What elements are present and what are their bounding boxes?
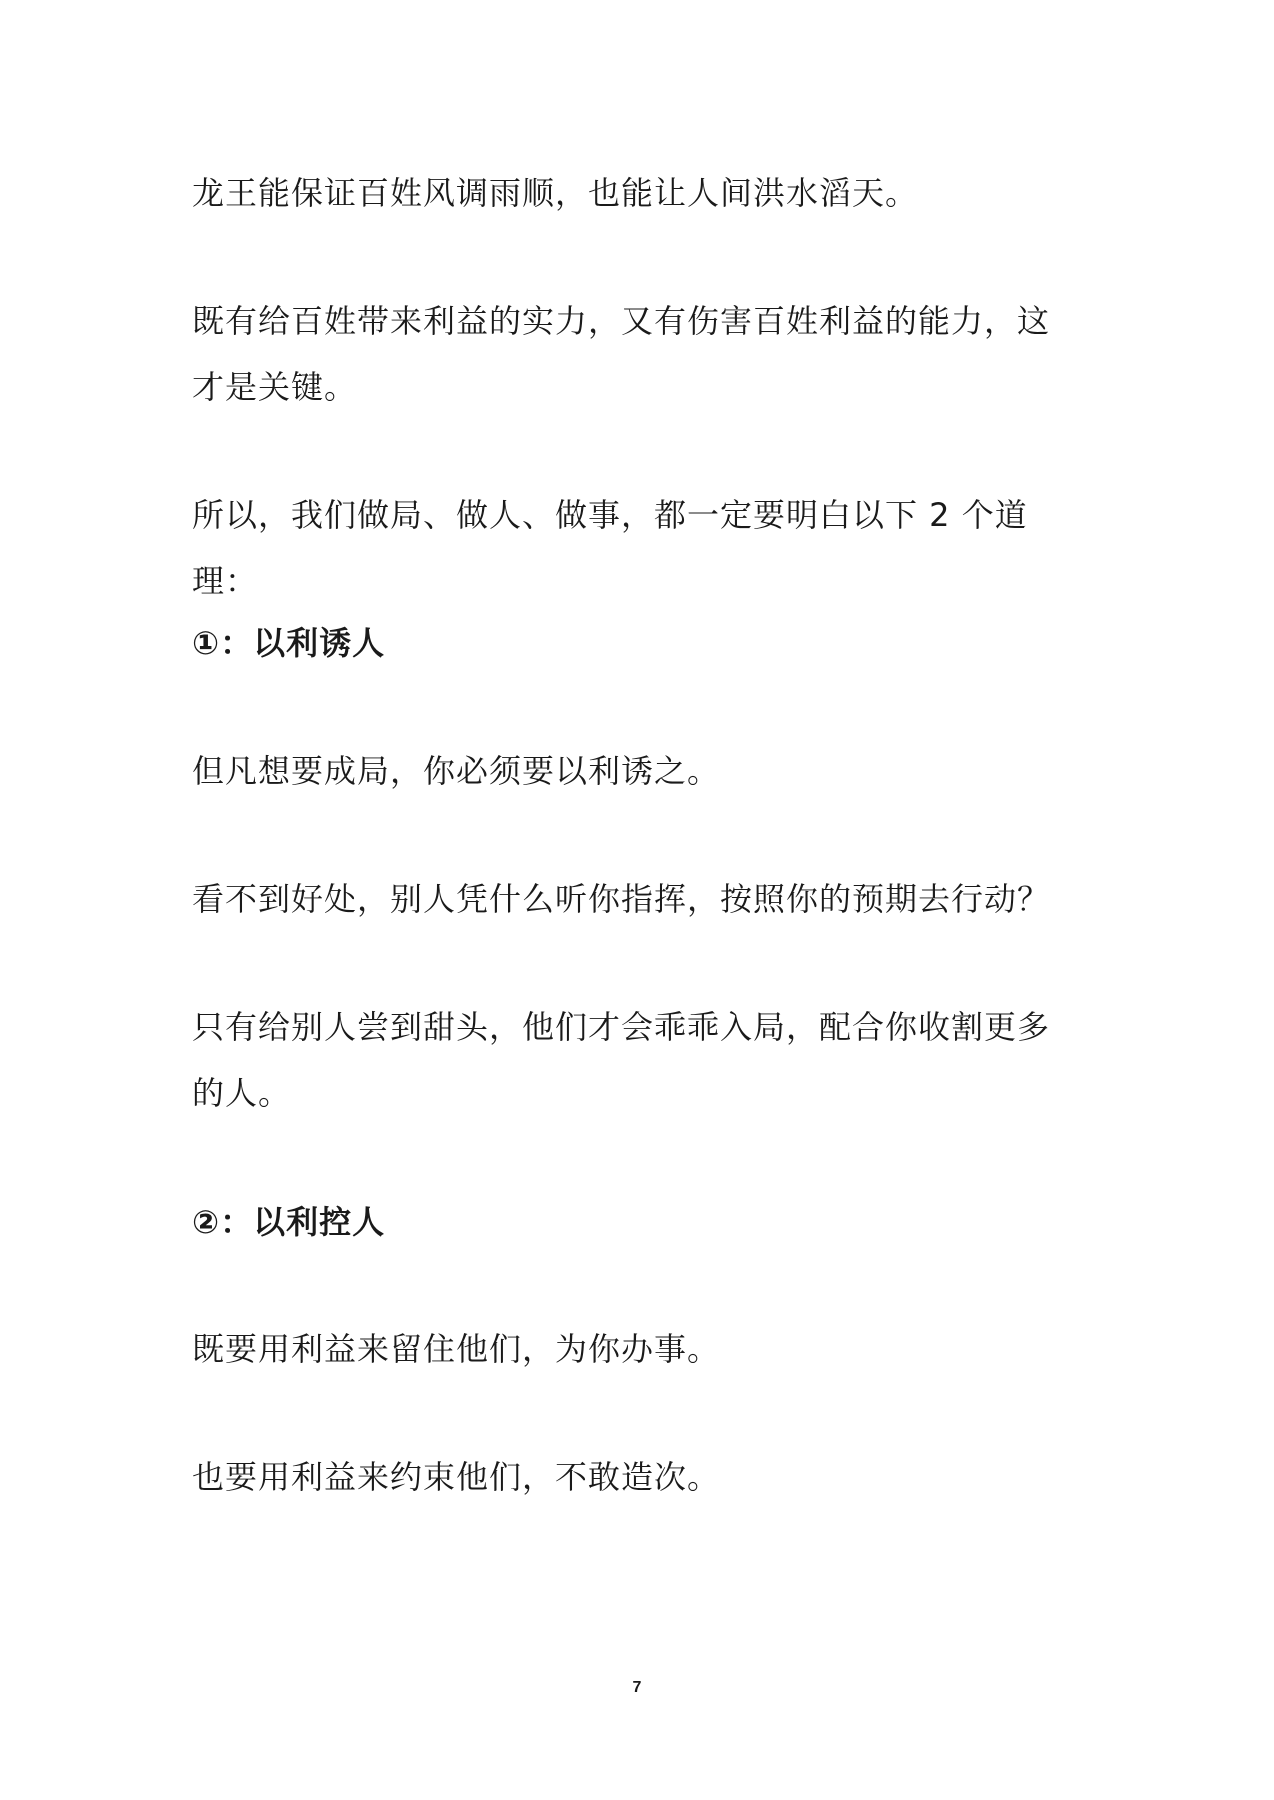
paragraph-5: 看不到好处，别人凭什么听你指挥，按照你的预期去行动？	[192, 880, 1051, 918]
section-heading-2: ②：以利控人	[192, 1203, 386, 1241]
paragraph-3: 所以，我们做局、做人、做事，都一定要明白以下 2 个道理：	[192, 496, 1028, 600]
paragraph-7: 既要用利益来留住他们，为你办事。	[192, 1330, 721, 1368]
paragraph-4: 但凡想要成局，你必须要以利诱之。	[192, 752, 721, 790]
paragraph-8: 也要用利益来约束他们，不敢造次。	[192, 1458, 721, 1496]
page-number: 7	[632, 1679, 642, 1696]
section-heading-1: ①：以利诱人	[192, 624, 386, 662]
paragraph-2: 既有给百姓带来利益的实力，又有伤害百姓利益的能力，这 才是关键。	[192, 302, 1051, 406]
paragraph-6: 只有给别人尝到甜头，他们才会乖乖入局，配合你收割更多 的人。	[192, 1008, 1051, 1112]
paragraph-1: 龙王能保证百姓风调雨顺，也能让人间洪水滔天。	[192, 174, 919, 212]
